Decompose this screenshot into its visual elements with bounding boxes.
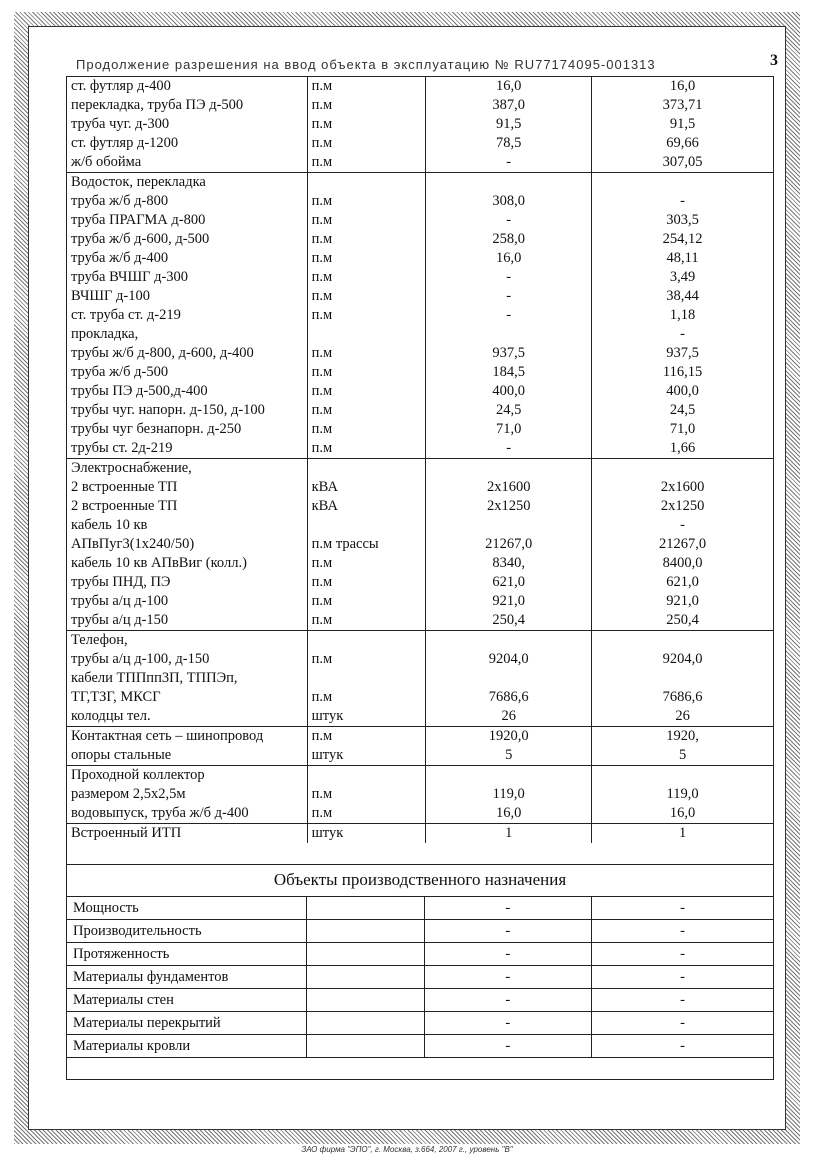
row-name: Материалы стен (67, 989, 307, 1012)
row-fact-value: 1 (592, 824, 774, 844)
row-name: Телефон, (67, 631, 308, 651)
row-fact-value (592, 669, 774, 688)
row-fact-value: - (592, 943, 774, 966)
row-fact-value: 2х1600 (592, 478, 774, 497)
table-row (67, 77, 774, 97)
row-name: Встроенный ИТП (67, 824, 308, 844)
row-fact-value: 24,5 (592, 401, 774, 420)
row-name: ст. футляр д-1200 (67, 134, 308, 153)
row-name: размером 2,5х2,5м (67, 785, 308, 804)
row-unit: п.м (307, 804, 426, 824)
row-fact-value: 21267,0 (592, 535, 774, 554)
row-name: Материалы фундаментов (67, 966, 307, 989)
row-plan-value (426, 631, 592, 651)
row-fact-value: - (592, 1012, 774, 1035)
row-name: трубы ПЭ д-500,д-400 (67, 382, 308, 401)
table-row (67, 592, 774, 611)
table-row (67, 669, 774, 688)
row-name: трубы ж/б д-800, д-600, д-400 (67, 344, 308, 363)
row-plan-value (426, 173, 592, 193)
row-name: труба ж/б д-500 (67, 363, 308, 382)
row-plan-value: 1920,0 (426, 727, 592, 747)
row-plan-value: 2х1250 (426, 497, 592, 516)
row-plan-value: - (426, 153, 592, 173)
table-row (67, 459, 774, 479)
row-plan-value (426, 516, 592, 535)
row-plan-value: - (426, 306, 592, 325)
table-row (67, 631, 774, 651)
row-unit: штук (307, 824, 426, 844)
row-fact-value: 8400,0 (592, 554, 774, 573)
row-fact-value: 48,11 (592, 249, 774, 268)
row-name: ст. футляр д-400 (67, 77, 308, 97)
row-fact-value: 250,4 (592, 611, 774, 631)
row-name: трубы а/ц д-150 (67, 611, 308, 631)
row-plan-value: - (424, 1035, 592, 1058)
row-unit: п.м (307, 727, 426, 747)
row-plan-value: 8340, (426, 554, 592, 573)
row-plan-value: 2х1600 (426, 478, 592, 497)
row-unit: п.м (307, 382, 426, 401)
row-name: труба ж/б д-400 (67, 249, 308, 268)
table-row (67, 268, 774, 287)
row-plan-value: - (424, 989, 592, 1012)
row-name: колодцы тел. (67, 707, 308, 727)
row-fact-value: 5 (592, 746, 774, 766)
row-plan-value (426, 766, 592, 786)
row-fact-value: 16,0 (592, 77, 774, 97)
row-fact-value: - (592, 192, 774, 211)
row-fact-value (592, 173, 774, 193)
row-unit: п.м (307, 344, 426, 363)
row-plan-value: 250,4 (426, 611, 592, 631)
row-plan-value: 400,0 (426, 382, 592, 401)
row-unit (307, 325, 426, 344)
row-unit (307, 943, 424, 966)
table-row (67, 688, 774, 707)
table-row (67, 766, 774, 786)
row-plan-value: - (426, 287, 592, 306)
row-name: водовыпуск, труба ж/б д-400 (67, 804, 308, 824)
table-row (67, 115, 774, 134)
row-name: Контактная сеть – шинопровод (67, 727, 308, 747)
row-name: трубы а/ц д-100, д-150 (67, 650, 308, 669)
row-fact-value: - (592, 989, 774, 1012)
row-unit (307, 1035, 424, 1058)
row-plan-value: 937,5 (426, 344, 592, 363)
row-unit: п.м (307, 249, 426, 268)
row-name: перекладка, труба ПЭ д-500 (67, 96, 308, 115)
row-unit (307, 173, 426, 193)
row-plan-value: 9204,0 (426, 650, 592, 669)
row-fact-value: 2х1250 (592, 497, 774, 516)
row-plan-value: 119,0 (426, 785, 592, 804)
table-row (67, 134, 774, 153)
table-row (67, 535, 774, 554)
row-fact-value (592, 631, 774, 651)
row-unit: п.м (307, 153, 426, 173)
row-unit: п.м (307, 554, 426, 573)
table-row (67, 804, 774, 824)
row-plan-value (426, 669, 592, 688)
table-row (67, 344, 774, 363)
row-plan-value: - (424, 943, 592, 966)
row-fact-value: 921,0 (592, 592, 774, 611)
row-plan-value: 387,0 (426, 96, 592, 115)
row-fact-value: 373,71 (592, 96, 774, 115)
row-plan-value: 71,0 (426, 420, 592, 439)
row-plan-value: 5 (426, 746, 592, 766)
row-fact-value: 9204,0 (592, 650, 774, 669)
table-row (67, 96, 774, 115)
table-row (67, 611, 774, 631)
row-unit: п.м (307, 77, 426, 97)
table-row (67, 989, 774, 1012)
row-unit: кВА (307, 497, 426, 516)
row-fact-value: 69,66 (592, 134, 774, 153)
row-fact-value: 303,5 (592, 211, 774, 230)
row-plan-value (426, 459, 592, 479)
table-row (67, 516, 774, 535)
row-plan-value: - (426, 211, 592, 230)
row-name: 2 встроенные ТП (67, 478, 308, 497)
row-fact-value: 38,44 (592, 287, 774, 306)
row-unit: штук (307, 746, 426, 766)
row-plan-value: - (424, 966, 592, 989)
row-fact-value: - (592, 1035, 774, 1058)
row-name: трубы ПНД, ПЭ (67, 573, 308, 592)
row-unit: п.м (307, 439, 426, 459)
table-row (67, 439, 774, 459)
blank-row (66, 843, 774, 865)
row-name: Мощность (67, 897, 307, 920)
row-unit: п.м (307, 688, 426, 707)
row-name: труба ж/б д-800 (67, 192, 308, 211)
row-name: трубы а/ц д-100 (67, 592, 308, 611)
table-row (67, 920, 774, 943)
row-unit: п.м (307, 115, 426, 134)
table-row (67, 230, 774, 249)
row-unit: п.м (307, 420, 426, 439)
table-row (67, 554, 774, 573)
table-row (67, 382, 774, 401)
row-fact-value: 1,66 (592, 439, 774, 459)
row-plan-value: 16,0 (426, 249, 592, 268)
row-plan-value: 21267,0 (426, 535, 592, 554)
table-row (67, 573, 774, 592)
row-fact-value (592, 459, 774, 479)
page-header: Продолжение разрешения на ввод объекта в эксплуатацию № RU77174095-001313 (76, 57, 656, 72)
row-unit (307, 766, 426, 786)
row-plan-value: 26 (426, 707, 592, 727)
row-plan-value (426, 325, 592, 344)
row-name: 2 встроенные ТП (67, 497, 308, 516)
table-row (67, 211, 774, 230)
row-fact-value: - (592, 920, 774, 943)
row-plan-value: 621,0 (426, 573, 592, 592)
row-fact-value: - (592, 516, 774, 535)
row-plan-value: - (424, 920, 592, 943)
table-row (67, 420, 774, 439)
row-fact-value: 16,0 (592, 804, 774, 824)
row-unit (307, 516, 426, 535)
row-fact-value: - (592, 325, 774, 344)
row-unit: штук (307, 707, 426, 727)
row-plan-value: 16,0 (426, 77, 592, 97)
table-row (67, 287, 774, 306)
table-row (67, 966, 774, 989)
row-name: Производительность (67, 920, 307, 943)
table-row (67, 943, 774, 966)
page-number: 3 (770, 52, 778, 69)
row-name: Электроснабжение, (67, 459, 308, 479)
row-unit: п.м (307, 287, 426, 306)
row-fact-value: 937,5 (592, 344, 774, 363)
table-row (67, 650, 774, 669)
table-row (67, 192, 774, 211)
row-unit: кВА (307, 478, 426, 497)
row-plan-value: 1 (426, 824, 592, 844)
row-plan-value: - (426, 439, 592, 459)
row-fact-value: 116,15 (592, 363, 774, 382)
table-row (67, 707, 774, 727)
row-fact-value: - (592, 897, 774, 920)
row-name: кабели ТППпп3П, ТППЭп, (67, 669, 308, 688)
row-unit: п.м (307, 268, 426, 287)
row-unit: п.м (307, 401, 426, 420)
row-fact-value: 91,5 (592, 115, 774, 134)
row-name: Проходной коллектор (67, 766, 308, 786)
row-name: Материалы кровли (67, 1035, 307, 1058)
table-row (67, 325, 774, 344)
row-fact-value: 3,49 (592, 268, 774, 287)
row-unit (307, 920, 424, 943)
row-name: АПвПуг3(1х240/50) (67, 535, 308, 554)
row-unit (307, 459, 426, 479)
row-unit: п.м (307, 306, 426, 325)
row-unit (307, 989, 424, 1012)
row-name: ТГ,ТЗГ, МКСГ (67, 688, 308, 707)
row-name: кабель 10 кв (67, 516, 308, 535)
row-name: Водосток, перекладка (67, 173, 308, 193)
row-fact-value (592, 766, 774, 786)
row-name: труба ПРАГМА д-800 (67, 211, 308, 230)
row-unit: п.м (307, 650, 426, 669)
row-fact-value: 621,0 (592, 573, 774, 592)
row-plan-value: - (426, 268, 592, 287)
table-row (67, 153, 774, 173)
table-row (67, 497, 774, 516)
row-plan-value: - (424, 1012, 592, 1035)
row-fact-value: 254,12 (592, 230, 774, 249)
print-footer: ЗАО фирма "ЭПО", г. Москва, з.664, 2007 г., уровень "В" (301, 1145, 513, 1154)
row-plan-value: 921,0 (426, 592, 592, 611)
row-unit: п.м (307, 363, 426, 382)
row-plan-value: 184,5 (426, 363, 592, 382)
row-name: прокладка, (67, 325, 308, 344)
row-unit: п.м (307, 785, 426, 804)
row-unit: п.м (307, 134, 426, 153)
table-row (67, 824, 774, 844)
row-unit: п.м (307, 573, 426, 592)
row-name: трубы чуг безнапорн. д-250 (67, 420, 308, 439)
row-name: трубы ст. 2д-219 (67, 439, 308, 459)
row-plan-value: 16,0 (426, 804, 592, 824)
row-name: трубы чуг. напорн. д-150, д-100 (67, 401, 308, 420)
row-unit (307, 631, 426, 651)
row-plan-value: 24,5 (426, 401, 592, 420)
table-row (67, 746, 774, 766)
table-row (67, 785, 774, 804)
row-unit (307, 669, 426, 688)
row-fact-value: 26 (592, 707, 774, 727)
blank-tail-row (66, 1057, 774, 1080)
row-unit: п.м (307, 230, 426, 249)
row-unit (307, 897, 424, 920)
row-plan-value: 78,5 (426, 134, 592, 153)
row-unit: п.м (307, 96, 426, 115)
row-name: труба ВЧШГ д-300 (67, 268, 308, 287)
table-row (67, 1035, 774, 1058)
section-title: Объекты производственного назначения (66, 865, 774, 896)
row-fact-value: 1920, (592, 727, 774, 747)
row-name: ВЧШГ д-100 (67, 287, 308, 306)
row-name: Протяженность (67, 943, 307, 966)
row-name: труба чуг. д-300 (67, 115, 308, 134)
row-name: труба ж/б д-600, д-500 (67, 230, 308, 249)
row-name: ж/б обойма (67, 153, 308, 173)
table-row (67, 363, 774, 382)
row-unit (307, 966, 424, 989)
row-unit: п.м (307, 592, 426, 611)
table-row (67, 401, 774, 420)
table-row (67, 727, 774, 747)
table-row (67, 173, 774, 193)
row-fact-value: 7686,6 (592, 688, 774, 707)
engineering-networks-table (66, 76, 774, 843)
row-plan-value: 308,0 (426, 192, 592, 211)
table-row (67, 478, 774, 497)
row-plan-value: 258,0 (426, 230, 592, 249)
row-plan-value: 91,5 (426, 115, 592, 134)
table-row (67, 306, 774, 325)
row-unit (307, 1012, 424, 1035)
row-name: опоры стальные (67, 746, 308, 766)
table-row (67, 1012, 774, 1035)
row-unit: п.м (307, 611, 426, 631)
row-unit: п.м трассы (307, 535, 426, 554)
row-fact-value: - (592, 966, 774, 989)
row-name: кабель 10 кв АПвВиг (колл.) (67, 554, 308, 573)
row-name: Материалы перекрытий (67, 1012, 307, 1035)
row-fact-value: 307,05 (592, 153, 774, 173)
industrial-objects-table (66, 896, 774, 1058)
row-name: ст. труба ст. д-219 (67, 306, 308, 325)
row-unit: п.м (307, 192, 426, 211)
table-row (67, 897, 774, 920)
row-plan-value: 7686,6 (426, 688, 592, 707)
row-unit: п.м (307, 211, 426, 230)
row-fact-value: 71,0 (592, 420, 774, 439)
row-fact-value: 119,0 (592, 785, 774, 804)
table-row (67, 249, 774, 268)
row-fact-value: 400,0 (592, 382, 774, 401)
row-fact-value: 1,18 (592, 306, 774, 325)
row-plan-value: - (424, 897, 592, 920)
